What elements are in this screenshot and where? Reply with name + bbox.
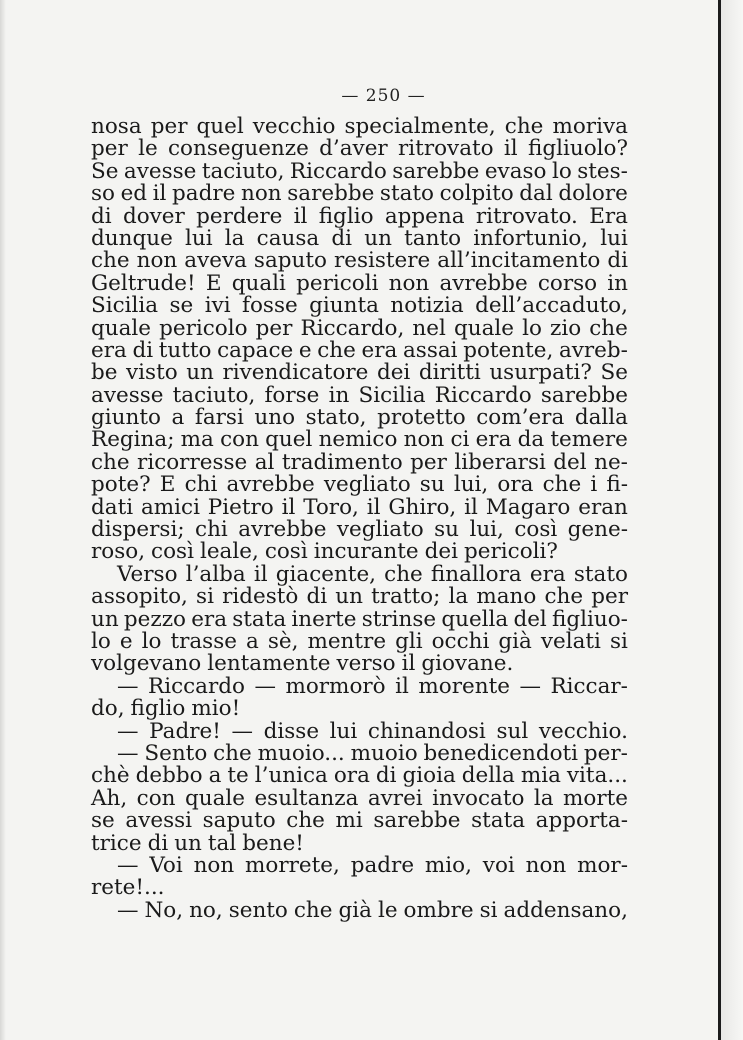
text-line: chè debbo a te l’unica ora di gioia della mia vita... — [91, 763, 628, 789]
text-line: Ah, con quale esultanza avrei invocato la morte — [91, 785, 628, 811]
text-line: be visto un rivendicatore dei diritti usurpati? Se — [91, 360, 628, 386]
page-number: — 250 — — [341, 86, 426, 106]
text-line: volgevano lentamente verso il giovane. — [91, 651, 514, 677]
text-line: di dover perdere il figlio appena ritrovato. Era — [91, 203, 628, 229]
text-line: so ed il padre non sarebbe stato colpito dal dolore — [91, 181, 628, 207]
text-line: Sicilia se ivi fosse giunta notizia dell’accaduto, — [91, 293, 628, 319]
text-line: — Riccardo — mormorò il morente — Riccar- — [117, 673, 628, 699]
text-line: nosa per quel vecchio specialmente, che moriva — [91, 114, 628, 139]
text-line: se avessi saputo che mi sarebbe stata apporta- — [91, 808, 628, 834]
text-line: Verso l’alba il giacente, che finallora era stato — [117, 561, 628, 587]
text-line: dunque lui la causa di un tanto infortunio, lui — [91, 225, 628, 251]
text-line: pote? E chi avrebbe vegliato su lui, ora che i fi- — [91, 472, 628, 498]
text-line: dati amici Pietro il Toro, il Ghiro, il Magaro eran — [91, 494, 628, 520]
text-line: — Padre! — disse lui chinandosi sul vecchio. — [117, 718, 628, 744]
text-body — [91, 116, 628, 922]
text-line: trice di un tal bene! — [91, 830, 304, 856]
text-line: dispersi; chi avrebbe vegliato su lui, così gene- — [91, 517, 628, 543]
text-line: rete!... — [91, 875, 165, 901]
text-line: roso, così leale, così incurante dei pericoli? — [91, 539, 558, 565]
text-line: lo e lo trasse a sè, mentre gli occhi già velati si — [91, 628, 628, 654]
text-line: Se avesse taciuto, Riccardo sarebbe evaso lo stes- — [91, 158, 628, 184]
text-line: — Voi non morrete, padre mio, voi non mor- — [117, 852, 628, 878]
text-line: che ricorresse al tradimento per liberarsi del ne- — [91, 449, 628, 475]
text-line: Regina; ma con quel nemico non ci era da temere — [91, 427, 628, 453]
text-line: do, figlio mio! — [91, 696, 241, 722]
text-line: Geltrude! E quali pericoli non avrebbe corso in — [91, 270, 628, 296]
text-line: quale pericolo per Riccardo, nel quale lo zio che — [91, 315, 628, 341]
text-line: — Sento che muoio... muoio benedicendoti per- — [117, 740, 628, 766]
text-line: era di tutto capace e che era assai potente, avreb- — [91, 337, 628, 363]
text-line: avesse taciuto, forse in Sicilia Riccardo sarebbe — [91, 382, 628, 408]
page-right-margin — [721, 0, 743, 1040]
text-line: un pezzo era stata inerte strinse quella del figliuo- — [91, 606, 628, 632]
text-line: giunto a farsi uno stato, protetto com’era dalla — [91, 405, 628, 431]
text-line: per le conseguenze d’aver ritrovato il figliuolo? — [91, 136, 628, 162]
page-edge-line — [718, 0, 721, 1040]
text-line: che non aveva saputo resistere all’incitamento di — [91, 248, 628, 274]
page-left-shadow — [0, 0, 6, 1040]
text-line: — No, no, sento che già le ombre si addensano, — [117, 897, 628, 923]
text-line: assopito, si ridestò di un tratto; la mano che per — [91, 584, 628, 610]
